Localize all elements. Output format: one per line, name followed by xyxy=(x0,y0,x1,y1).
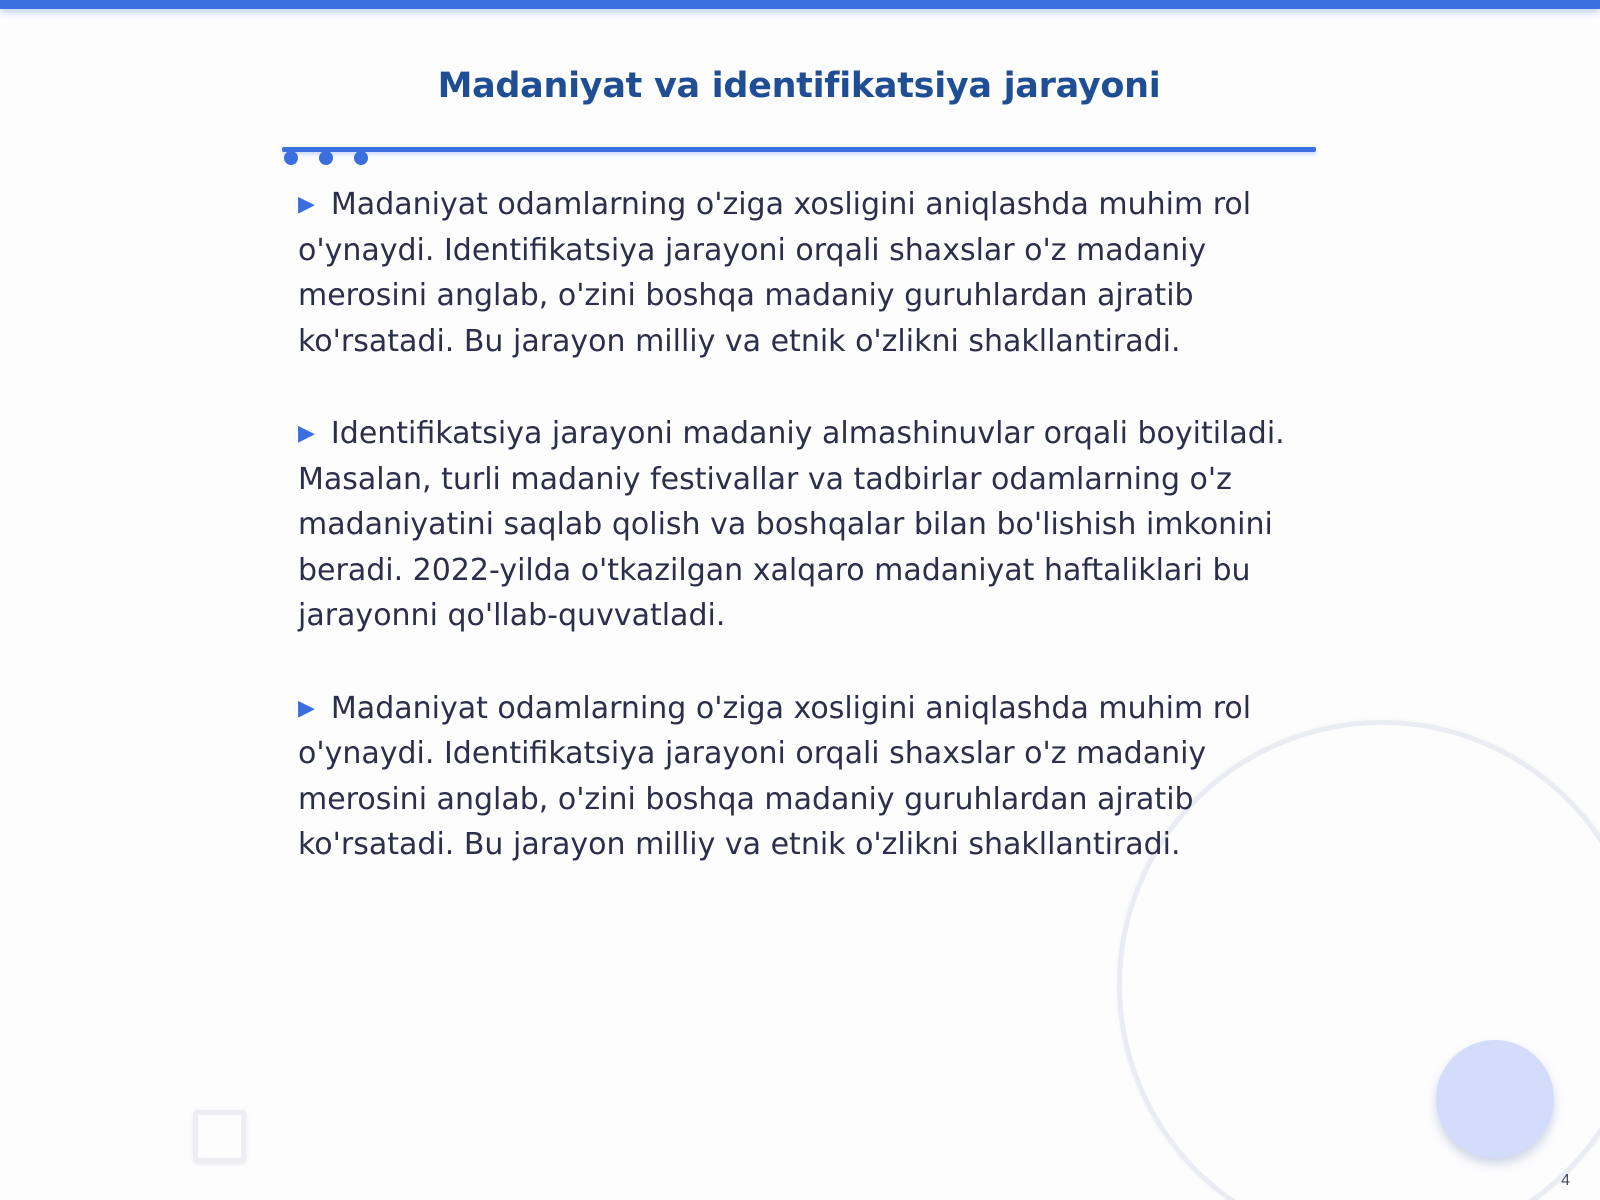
underline-dot xyxy=(319,151,333,165)
triangle-right-icon: ▶ xyxy=(298,695,315,721)
bullet-list xyxy=(298,182,1318,915)
underline-dot xyxy=(284,151,298,165)
bullet-text: Madaniyat odamlarning o'ziga xosligini aniqlashda muhim rol o'ynaydi. Identifikatsiya jarayoni orqali shaxslar o'z madaniy merosini anglab, o'zini boshqa madaniy guruhlardan ajratib ko'rsatadi. Bu jarayon milliy va etnik o'zlikni shakllantiradi. xyxy=(298,690,1252,862)
bullet-item xyxy=(298,182,1318,364)
triangle-right-icon: ▶ xyxy=(298,192,315,217)
bullet-item xyxy=(298,686,1318,868)
top-accent-bar xyxy=(0,0,1600,9)
bullet-item xyxy=(298,411,1318,639)
page-number: 4 xyxy=(1561,1172,1570,1189)
title-underline xyxy=(282,147,1316,152)
decorative-circle xyxy=(1436,1040,1554,1158)
decorative-square xyxy=(193,1110,246,1163)
triangle-right-icon: ▶ xyxy=(298,421,315,446)
bullet-text: Identifikatsiya jarayoni madaniy almashinuvlar orqali boyitiladi. Masalan, turli madaniy festivallar va tadbirlar odamlarning o'z madaniyatini saqlab qolish va boshqalar bilan bo'lishish imkonini beradi. 2022-yilda o'tkazilgan xalqaro madaniyat haftaliklari bu jarayonni qo'llab-quvvatladi. xyxy=(298,416,1285,633)
bullet-text: Madaniyat odamlarning o'ziga xosligini aniqlashda muhim rol o'ynaydi. Identifikatsiya jarayoni orqali shaxslar o'z madaniy merosini anglab, o'zini boshqa madaniy guruhlardan ajratib ko'rsatadi. Bu jarayon milliy va etnik o'zlikni shakllantiradi. xyxy=(298,187,1252,359)
underline-dot xyxy=(354,151,368,165)
slide-title: Madaniyat va identifikatsiya jarayoni xyxy=(437,66,1161,106)
